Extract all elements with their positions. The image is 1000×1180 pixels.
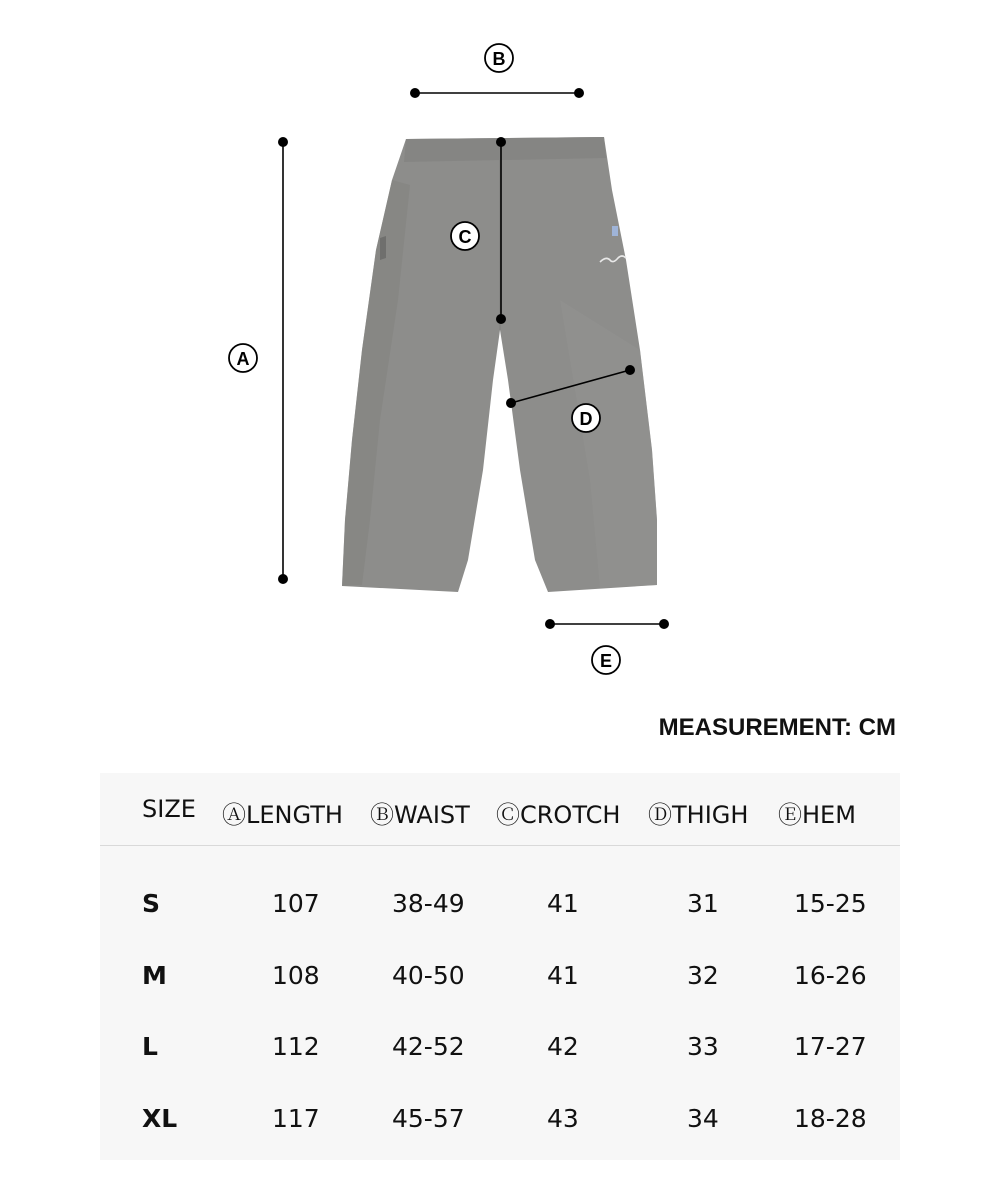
measure-hem-line xyxy=(545,619,669,674)
waist-cell: 42-52 xyxy=(392,1032,465,1061)
marker-c-label: C xyxy=(458,227,472,247)
table-row xyxy=(100,1098,900,1138)
marker-e-label: E xyxy=(599,651,613,671)
header-waist: ⒷWAIST xyxy=(370,801,470,829)
hem-cell: 17-27 xyxy=(794,1032,867,1061)
header-hem: ⒺHEM xyxy=(778,801,856,829)
hem-cell: 16-26 xyxy=(794,961,867,990)
left-pocket xyxy=(380,236,386,260)
length-cell: 112 xyxy=(272,1032,320,1061)
crotch-cell: 42 xyxy=(547,1032,579,1061)
length-cell: 108 xyxy=(272,961,320,990)
measure-waist-line xyxy=(410,44,584,98)
table-row xyxy=(100,883,900,923)
crotch-cell: 41 xyxy=(547,961,579,990)
header-size: SIZE xyxy=(142,795,196,823)
size-chart-table xyxy=(100,773,900,1160)
table-row xyxy=(100,1026,900,1066)
measurement-unit-label: MEASUREMENT: CM xyxy=(658,714,896,741)
waist-cell: 45-57 xyxy=(392,1104,465,1133)
size-cell: M xyxy=(142,961,167,990)
crotch-cell: 41 xyxy=(547,889,579,918)
thigh-cell: 31 xyxy=(687,889,719,918)
table-header-row xyxy=(100,773,900,846)
thigh-cell: 34 xyxy=(687,1104,719,1133)
length-cell: 117 xyxy=(272,1104,320,1133)
thigh-cell: 32 xyxy=(687,961,719,990)
header-thigh: ⒹTHIGH xyxy=(648,801,749,829)
size-cell: S xyxy=(142,889,161,918)
label-tag xyxy=(612,226,618,236)
header-crotch: ⒸCROTCH xyxy=(496,801,621,829)
waist-cell: 40-50 xyxy=(392,961,465,990)
length-cell: 107 xyxy=(272,889,320,918)
table-row xyxy=(100,955,900,995)
hem-cell: 15-25 xyxy=(794,889,867,918)
measure-length-line xyxy=(229,137,288,584)
thigh-cell: 33 xyxy=(687,1032,719,1061)
size-cell: L xyxy=(142,1032,158,1061)
marker-b-label: B xyxy=(492,49,506,69)
crotch-cell: 43 xyxy=(547,1104,579,1133)
marker-a-label: A xyxy=(236,349,250,369)
size-cell: XL xyxy=(142,1104,178,1133)
hem-cell: 18-28 xyxy=(794,1104,867,1133)
waist-cell: 38-49 xyxy=(392,889,465,918)
header-length: ⒶLENGTH xyxy=(222,801,343,829)
pants-illustration xyxy=(342,137,657,592)
marker-d-label: D xyxy=(579,409,593,429)
